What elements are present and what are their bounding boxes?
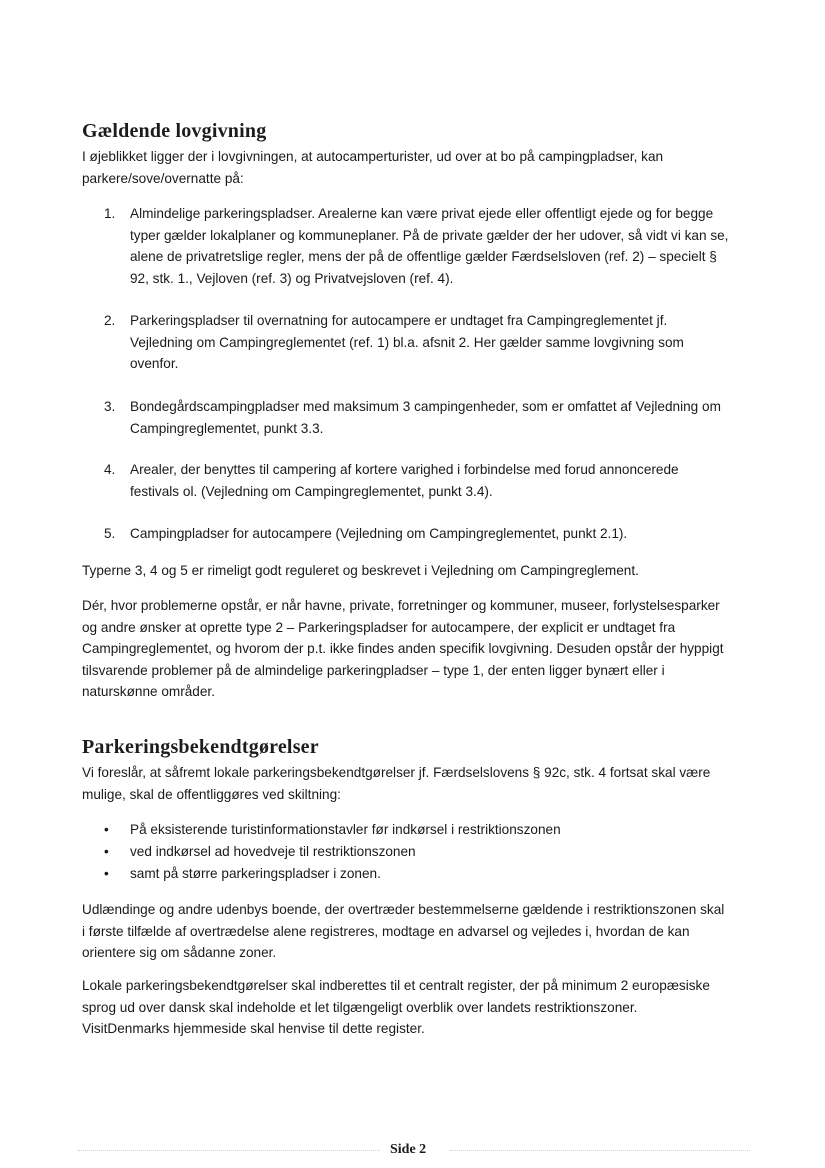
paragraph-line: VisitDenmarks hjemmeside skal henvise til dette register. — [82, 1021, 425, 1036]
list-line: Campingreglementet, punkt 3.3. — [130, 420, 324, 436]
bullet-icon: • — [104, 866, 109, 881]
paragraph-line: Vi foreslår, at såfremt lokale parkeringsbekendtgørelser jf. Færdselslovens § 92c, stk. 4 fortsat skal være — [82, 765, 711, 780]
list-line: Bondegårdscampingpladser med maksimum 3 campingenheder, som er omfattet af Vejledning om — [130, 399, 721, 414]
intro-paragraph — [82, 146, 762, 189]
list-line: Vejledning om Campingreglementet (ref. 1) bl.a. afsnit 2. Her gælder samme lovgivning som — [130, 334, 684, 350]
intro-line: parkere/sove/overnatte på: — [82, 170, 244, 186]
paragraph-foreigners — [82, 899, 762, 964]
footer-divider-right — [450, 1150, 750, 1151]
page-number: Side 2 — [390, 1142, 427, 1157]
list-line: ovenfor. — [130, 356, 179, 371]
list-line: Campingpladser for autocampere (Vejledning om Campingreglementet, punkt 2.1). — [130, 526, 628, 541]
paragraph-problems — [82, 595, 762, 703]
page-footer — [0, 1142, 825, 1162]
paragraph-line: Udlændinge og andre udenbys boende, der overtræder bestemmelserne gældende i restriktionszonen skal — [82, 902, 725, 917]
paragraph-line: i første tilfælde af overtrædelse alene registreres, modtage en advarsel og vejledes i, hvordan de kan — [82, 923, 690, 939]
bullet-icon: • — [104, 822, 109, 837]
list-line: alene de privatretslige regler, mens der på de offentlige gælder Færdselsloven (ref. 2) – specielt § — [130, 249, 717, 264]
paragraph-line: Campingreglementet, og hvorom der p.t. ikke findes anden specifik lovgivning. Desuden opstår der hyppigt — [82, 641, 724, 656]
list-number: 4. — [104, 462, 116, 477]
paragraph-line: Dér, hvor problemerne opstår, er når havne, private, forretninger og kommuner, museer, forlystelsesparker — [82, 598, 720, 613]
list-line: festivals ol. (Vejledning om Campingreglementet, punkt 3.4). — [130, 483, 493, 499]
bullet-text: På eksisterende turistinformationstavler før indkørsel i restriktionszonen — [130, 822, 561, 837]
paragraph-types: Typerne 3, 4 og 5 er rimeligt godt reguleret og beskrevet i Vejledning om Campingreglement. — [82, 563, 639, 578]
bullet-text: ved indkørsel ad hovedveje til restriktionszonen — [130, 844, 416, 859]
paragraph-line: sprog ud over dansk skal indeholde et let tilgængeligt overblik over landets restriktionszoner. — [82, 999, 638, 1015]
paragraph-line: naturskønne områder. — [82, 684, 215, 699]
paragraph-line: tilsvarende problemer på de almindelige parkeringpladser – type 1, der enten ligger bynært eller i — [82, 662, 665, 678]
list-line: Almindelige parkeringspladser. Arealerne kan være privat ejede eller offentligt ejede og for begge — [130, 206, 714, 221]
intro-line: I øjeblikket ligger der i lovgivningen, at autocamperturister, ud over at bo på campingpladser, kan — [82, 149, 664, 164]
list-line: Arealer, der benyttes til campering af kortere varighed i forbindelse med forud annoncerede — [130, 462, 679, 477]
list-line: 92, stk. 1., Vejloven (ref. 3) og Privatvejsloven (ref. 4). — [130, 270, 454, 286]
paragraph-line: mulige, skal de offentliggøres ved skiltning: — [82, 786, 341, 802]
paragraph-line: Lokale parkeringsbekendtgørelser skal indberettes til et centralt register, der på minimum 2 europæsiske — [82, 978, 710, 993]
list-number: 3. — [104, 399, 116, 414]
list-number: 2. — [104, 313, 116, 328]
heading-gaeldende-lovgivning: Gældende lovgivning — [82, 120, 267, 142]
intro-paragraph-2 — [82, 762, 762, 805]
list-line: typer gælder lokalplaner og kommuneplaner. På de private gælder der her udover, så vidt vi kan se, — [130, 227, 729, 243]
bullet-icon: • — [104, 844, 109, 859]
paragraph-line: og andre ønsker at oprette type 2 – Parkeringspladser for autocampere, der explicit er undtaget fra — [82, 619, 676, 635]
list-number: 1. — [104, 206, 116, 221]
paragraph-register — [82, 975, 762, 1040]
bullet-text: samt på større parkeringspladser i zonen. — [130, 866, 381, 881]
list-number: 5. — [104, 526, 116, 541]
list-line: Parkeringspladser til overnatning for autocampere er undtaget fra Campingreglementet jf. — [130, 313, 668, 328]
paragraph-line: orientere sig om sådanne zoner. — [82, 945, 277, 960]
heading-parkeringsbekendtgoerelser: Parkeringsbekendtgørelser — [82, 736, 319, 758]
footer-divider-left — [78, 1150, 380, 1151]
